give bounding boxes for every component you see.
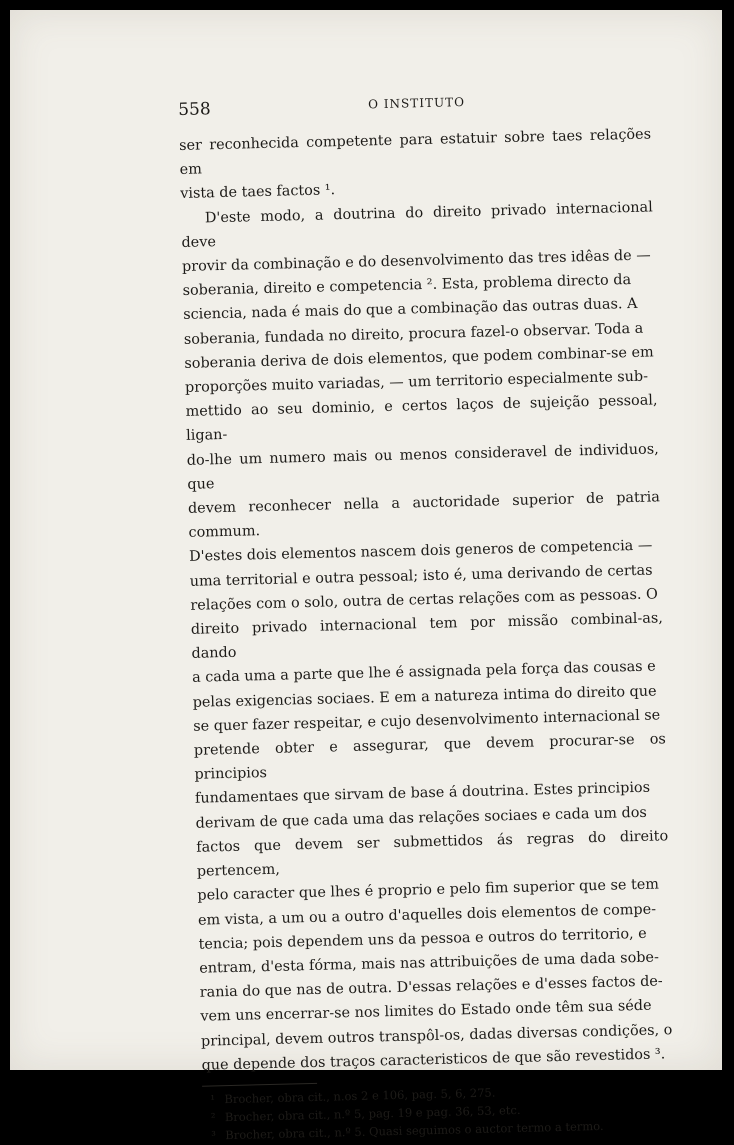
footnotes <box>202 1079 675 1145</box>
text-block <box>178 88 675 1144</box>
footnote-mark: ³ <box>211 1128 217 1143</box>
page-number: 558 <box>178 99 211 120</box>
text-line: a cada uma a parte que lhe é assignada pela força das cousas e <box>191 658 656 687</box>
text-line: entram, d'esta fórma, mais nas attribuições de uma dada sobe- <box>199 949 660 977</box>
text-line: D'estes dois elementos nascem dois generos de competencia — <box>188 538 653 566</box>
text-line: pretende obter e assegurar, que devem procurar-se os principios <box>193 731 666 784</box>
page-header <box>178 88 650 124</box>
text-line: pelo caracter que lhes é proprio e pelo fim superior que se tem <box>197 876 660 905</box>
text-line: sciencia, nada é mais do que a combinação das outras duas. A <box>183 296 638 324</box>
text-line: se quer fazer respeitar, e cujo desenvolvimento internacional se <box>193 707 661 735</box>
footnote-mark: ¹ <box>210 1092 216 1107</box>
text-line: mettido ao seu dominio, e certos laços de sujeição pessoal, ligan- <box>185 392 658 445</box>
running-head: O INSTITUTO <box>367 94 466 112</box>
scanned-page <box>10 10 722 1143</box>
body-text <box>179 122 674 1077</box>
text-line: fundamentaes que sirvam de base á doutrina. Estes principios <box>194 780 651 808</box>
text-line: derivam de que cada uma das relações sociaes e cada um dos <box>195 804 647 832</box>
footnote-divider <box>202 1083 317 1087</box>
text-line: D'este modo, a doutrina do direito privado internacional deve <box>181 199 653 251</box>
text-line: vista de taes factos ¹. <box>180 182 336 203</box>
text-line: vem uns encerrar-se nos limites do Estado onde têm sua séde <box>200 998 652 1026</box>
text-line: direito privado internacional tem por missão combinal-as, dando <box>190 610 664 663</box>
text-line: em vista, a um ou a outro d'aquelles dois elementos de compe- <box>197 901 657 929</box>
text-line: ser reconhecida competente para estatuir sobre taes relações em <box>178 126 652 179</box>
footnote-text: Brocher, obra cit., n.os 2 e 106, pag. 5, 6, 275. <box>224 1085 496 1107</box>
text-line: rania do que nas de outra. D'essas relações e d'esses factos de- <box>199 973 663 1001</box>
footnote-text: Brocher, obra cit., n.º 5. Quasi seguimos o auctor termo a termo. <box>225 1118 604 1143</box>
text-line: relações com o solo, outra de certas relações com as pessoas. O <box>190 586 659 614</box>
text-line: uma territorial e outra pessoal; isto é, uma derivando de certas <box>189 562 653 590</box>
text-line: principal, devem outros transpôl-os, dadas diversas condições, o <box>200 1021 673 1050</box>
text-line: soberania, fundada no direito, procura fazel-o observar. Toda a <box>183 320 644 348</box>
footnote-mark: ² <box>210 1110 216 1125</box>
text-line: pelas exigencias sociaes. E em a natureza intima do direito que <box>192 683 657 711</box>
text-line: tencia; pois dependem uns da pessoa e outros do territorio, e <box>198 925 647 953</box>
text-line: que depende dos traços caracteristicos de que são revestidos ³. <box>201 1046 666 1074</box>
text-line: provir da combinação e do desenvolvimento das tres idêas de — <box>181 247 651 275</box>
text-line: soberania, direito e competencia ². Esta, problema directo da <box>182 272 632 300</box>
text-line: devem reconhecer nella a auctoridade superior de patria commum. <box>187 489 661 542</box>
text-line: proporções muito variadas, — um territorio especialmente sub- <box>184 368 649 396</box>
text-line: soberania deriva de dois elementos, que podem combinar-se em <box>184 344 654 372</box>
text-line: do-lhe um numero mais ou menos consideravel de individuos, que <box>186 441 659 493</box>
footnote-text: Brocher, obra cit., n.º 5, pag. 19 e pag. 36, 53, etc. <box>224 1102 521 1125</box>
text-line: factos que devem ser submettidos ás regras do direito pertencem, <box>196 828 669 880</box>
